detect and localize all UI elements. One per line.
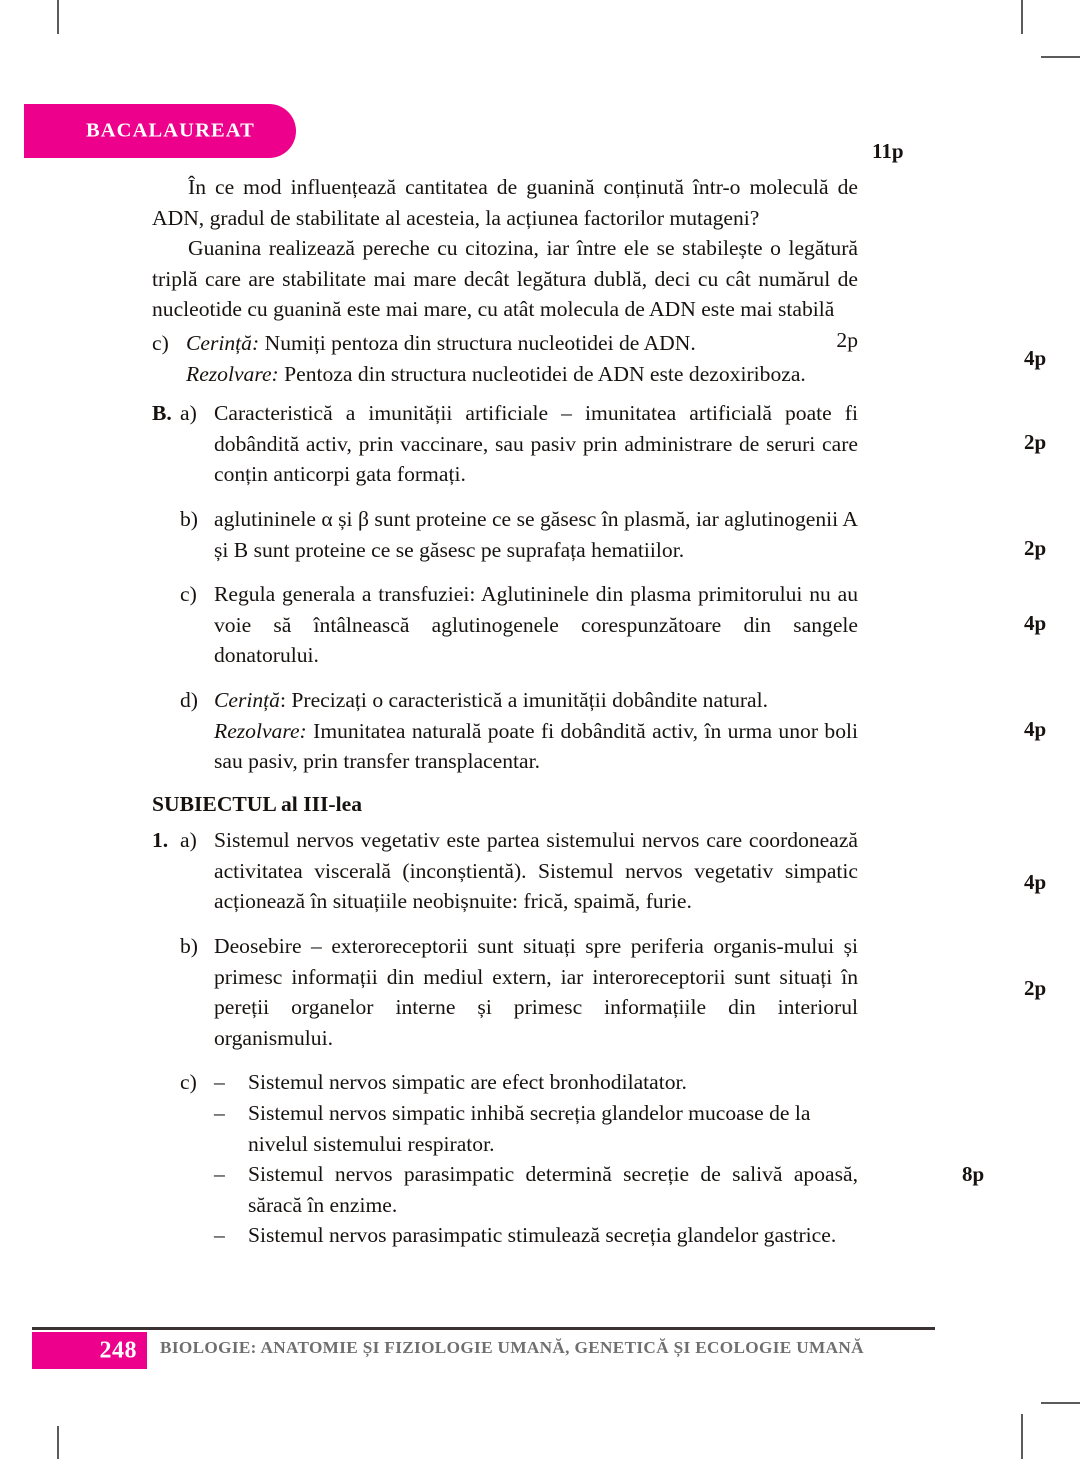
list-item-1-a-marker: a) [180,828,197,853]
crop-mark-bottom-right [1021,1414,1023,1459]
list-item-b-a-text: Caracteristică a imunității artificiale – imunitatea artificială poate fi dobândită activ, prin vaccinare, sau pasiv prin administrare de seruri care conțin anticorpi gata formați. [214,401,858,487]
crop-mark-bottom-right-horizontal [1041,1402,1080,1404]
item-1-label: 1. [152,828,169,853]
list-item-b-d [152,685,1047,777]
list-item-1-c-bullets [152,1067,985,1251]
list-item-b-b [152,504,1047,565]
list-item-c-content [152,328,858,389]
footer-page-box [32,1332,147,1369]
bullet-3-text: Sistemul nervos parasimpatic determină secreție de salivă apoasă, săracă în enzime. [248,1162,858,1217]
page-number: 248 [99,1337,137,1363]
list-item-1-b-marker: b) [180,934,198,959]
b-d-cerinta-text: : Precizați o caracteristică a imunității dobândite natural. [279,687,769,712]
list-item-b-d-marker: d) [180,687,198,712]
section-b-label: B. [152,401,172,426]
list-item-b-d-rezolvare-line [214,716,858,777]
bullet-2 [152,1098,858,1159]
list-item-1-a [152,825,1047,917]
list-item-1-c [152,1067,985,1251]
list-item-b-c [152,579,1047,671]
list-item-c-marker: c) [152,330,169,355]
dash-marker-2: – [214,1101,225,1126]
bullet-1 [152,1067,858,1098]
b-d-rezolvare-label: Rezolvare: [214,718,307,743]
points-1-b: 2p [1024,976,1047,1001]
dash-marker-1: – [214,1070,225,1095]
bacalaureat-badge [24,104,296,158]
points-b-b: 2p [1024,535,1047,560]
list-item-1-c-marker: c) [180,1070,197,1095]
footer-title: BIOLOGIE: ANATOMIE ȘI FIZIOLOGIE UMANĂ, GENETICĂ ȘI ECOLOGIE UMANĂ [160,1338,864,1357]
points-b-a: 2p [1024,430,1047,455]
crop-mark-bottom-left [57,1426,59,1459]
list-item-b-a-marker: a) [180,401,197,426]
list-item-b-a [152,398,1047,490]
list-item-b-b-text: aglutininele α și β sunt proteine ce se găsesc în plasmă, iar aglutinogenii A și B sunt proteine ce se găsesc pe suprafața hematiilor. [214,506,858,562]
points-item-c: 4p [1024,345,1047,370]
b-d-rezolvare-text: Imunitatea naturală poate fi dobândită activ, în urma unor boli sau pasiv, prin transfer transplacentar. [214,718,858,774]
list-item-1-b-text: Deosebire – exteroreceptorii sunt situați spre periferia organis-mului și primesc informații din mediul extern, iar interoreceptorii sunt situați în pereții organelor interne și primesc informațiile din interiorul organismului. [214,934,858,1050]
list-item-b-c-text: Regula generala a transfuziei: Aglutininele din plasma primitorului nu au voie să întâlnească aglutinogenele corespunzătoare din sangele donatorului. [214,582,858,668]
points-b-c: 4p [1024,611,1047,636]
cerinta-label: Cerință: [186,330,260,355]
list-item-b-d-cerinta-line [214,685,858,716]
list-item-c [152,328,1047,389]
subject-heading: SUBIECTUL al III-lea [152,791,362,816]
bullet-2-text: Sistemul nervos simpatic inhibă secreția glandelor mucoase de la nivelul sistemului respirator. [248,1101,811,1156]
rezolvare-text: Pentoza din structura nucleotidei de ADN este dezoxiriboza. [284,361,806,386]
list-item-b-d-content [152,685,858,777]
crop-mark-top-right-horizontal [1041,56,1080,58]
points-1-a: 4p [1024,870,1047,895]
b-d-cerinta-label: Cerință [214,687,280,712]
dash-marker-3: – [214,1162,225,1187]
list-item-c-rezolvare-line [186,359,858,390]
bullet-1-text: Sistemul nervos simpatic are efect bronhodilatator. [248,1070,687,1095]
points-1-c: 8p [962,1162,985,1187]
list-item-b-c-marker: c) [180,582,197,607]
dash-marker-4: – [214,1223,225,1248]
page-body [0,139,1080,1251]
crop-mark-top-right [1021,0,1023,34]
list-item-1-b [152,931,1047,1053]
list-item-c-cerinta-line [186,328,858,359]
points-b-d: 4p [1024,716,1047,741]
list-item-b-b-marker: b) [180,506,198,531]
rezolvare-label: Rezolvare: [186,361,279,386]
cerinta-text: Numiți pentoza din structura nucleotidei de ADN. [264,330,696,355]
intro-answer-body: Guanina realizează pereche cu citozina, iar între ele se stabilește o legătură triplă care are stabilitate mai mare decât legătura dublă, deci cu cât numărul de nucleotide cu guanină este mai mare, cu atât molecula de ADN este mai stabilă [152,236,858,322]
crop-mark-top-left [57,0,59,34]
bacalaureat-badge-label: BACALAUREAT [86,119,255,142]
intro-answer-inline-score: 2p [836,327,858,352]
bullet-4 [152,1220,858,1251]
points-intro: 11p [872,139,904,164]
intro-question-text: În ce mod influențează cantitatea de guanină conținută într-o moleculă de ADN, gradul de stabilitate al acesteia, la acțiunea factorilor mutageni? [152,175,858,230]
list-item-1-a-text: Sistemul nervos vegetativ este partea sistemului nervos care coordonează activitatea viscerală (inconștientă). Sistemul nervos vegetativ simpatic acționează în situațiile neobișnuite: frică, spaimă, furie. [214,828,858,914]
bullet-3 [152,1159,985,1220]
footer-rule [32,1327,935,1330]
intro-question-row [0,172,1080,233]
bullet-4-text: Sistemul nervos parasimpatic stimulează secreția glandelor gastrice. [248,1223,837,1248]
